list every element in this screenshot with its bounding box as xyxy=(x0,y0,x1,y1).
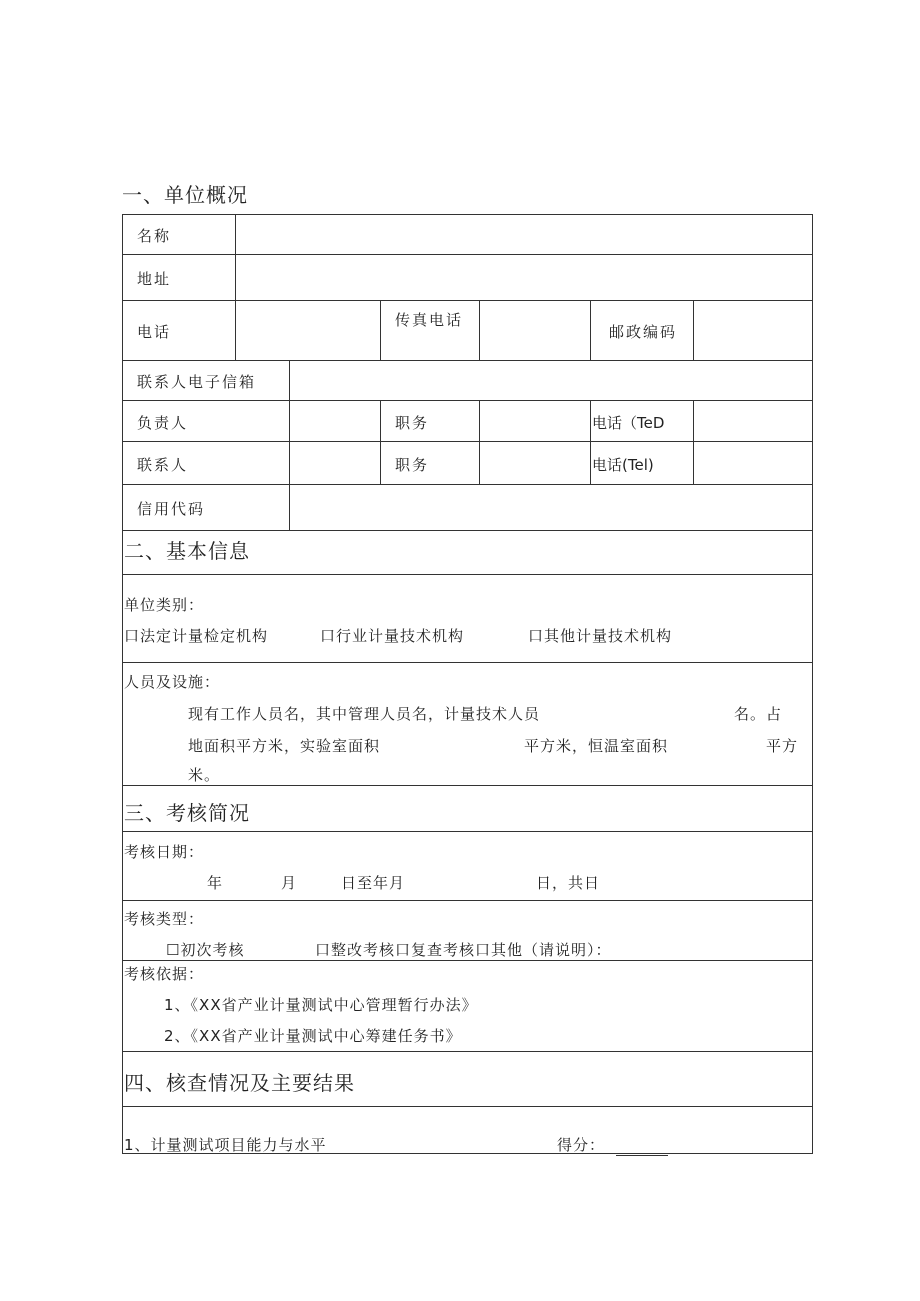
name-label: 名称 xyxy=(137,227,172,245)
email-label: 联系人电子信箱 xyxy=(137,373,257,391)
head-phone-field[interactable] xyxy=(694,401,812,441)
postcode-label: 邮政编码 xyxy=(609,323,678,341)
contact-phone-field[interactable] xyxy=(694,442,812,484)
address-label: 地址 xyxy=(137,270,172,288)
staff-text-line3: 米。 xyxy=(188,766,221,784)
address-field[interactable] xyxy=(236,255,812,300)
section-title-results: 四、核查情况及主要结果 xyxy=(124,1071,355,1095)
contact-duty-label: 职务 xyxy=(395,456,430,474)
staff-text-line1b: 名。占 xyxy=(734,705,783,723)
head-duty-field[interactable] xyxy=(480,401,590,441)
category-label: 单位类别： xyxy=(124,596,205,614)
credit-code-field[interactable] xyxy=(290,485,812,530)
head-label: 负责人 xyxy=(137,414,189,432)
score-label: 得分： xyxy=(557,1136,606,1154)
result-item-1: 1、计量测试项目能力与水平 xyxy=(124,1136,327,1154)
phone-field[interactable] xyxy=(236,301,380,360)
phone-label: 电话 xyxy=(137,323,172,341)
postcode-field[interactable] xyxy=(694,301,812,360)
basis-item-2: 2、《XX省产业计量测试中心筹建任务书》 xyxy=(164,1027,462,1045)
head-duty-label: 职务 xyxy=(395,414,430,432)
contact-phone-label: 电话(Tel) xyxy=(592,456,654,474)
section-title-unit-overview: 一、单位概况 xyxy=(122,183,248,207)
staff-text-line1a: 现有工作人员名，其中管理人员名，计量技术人员 xyxy=(188,705,541,723)
fax-field[interactable] xyxy=(480,301,590,360)
date-day-total-label: 日，共日 xyxy=(536,874,601,892)
staff-text-line2c: 平方 xyxy=(766,737,799,755)
contact-label: 联系人 xyxy=(137,456,189,474)
contact-duty-field[interactable] xyxy=(480,442,590,484)
staff-text-line2a: 地面积平方米，实验室面积 xyxy=(188,737,381,755)
date-year-label: 年 xyxy=(207,874,224,892)
category-option-other[interactable]: 口其他计量技术机构 xyxy=(528,627,673,645)
staff-label: 人员及设施： xyxy=(124,673,221,691)
category-option-industry[interactable]: 口行业计量技术机构 xyxy=(320,627,465,645)
type-option-others[interactable]: 口整改考核口复查考核口其他（请说明）： xyxy=(315,941,612,959)
score-blank[interactable] xyxy=(616,1137,668,1156)
date-to-label: 日至年月 xyxy=(341,874,406,892)
section-title-basic-info: 二、基本信息 xyxy=(124,539,250,563)
head-phone-label: 电话（TeD xyxy=(592,414,665,432)
credit-code-label: 信用代码 xyxy=(137,500,206,518)
staff-text-line2b: 平方米，恒温室面积 xyxy=(524,737,669,755)
date-month-label: 月 xyxy=(281,874,298,892)
section-title-assessment: 三、考核简况 xyxy=(124,801,250,825)
category-option-legal[interactable]: 口法定计量检定机构 xyxy=(124,627,269,645)
assessment-type-label: 考核类型： xyxy=(124,910,205,928)
assessment-basis-label: 考核依据： xyxy=(124,965,205,983)
name-field[interactable] xyxy=(236,215,812,254)
basis-item-1: 1、《XX省产业计量测试中心管理暂行办法》 xyxy=(164,996,478,1014)
contact-field[interactable] xyxy=(290,442,380,484)
head-field[interactable] xyxy=(290,401,380,441)
email-field[interactable] xyxy=(290,361,812,400)
type-option-initial[interactable]: ☐初次考核 xyxy=(166,941,245,959)
assessment-date-label: 考核日期： xyxy=(124,843,205,861)
fax-label: 传真电话 xyxy=(395,311,464,329)
